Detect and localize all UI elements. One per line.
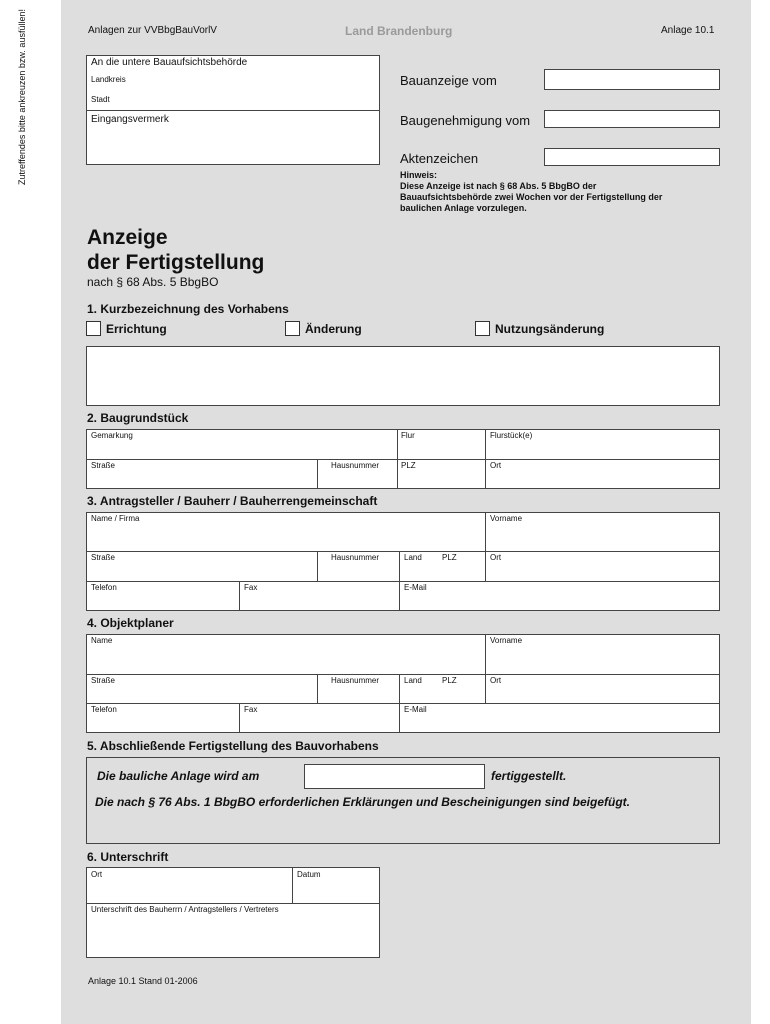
landkreis-label[interactable]: Landkreis <box>91 75 126 84</box>
s3-title: 3. Antragsteller / Bauherr / Bauherrengemeinschaft <box>87 494 378 508</box>
s2-col-divider <box>485 429 486 489</box>
unterschrift-field[interactable]: Unterschrift des Bauherrn / Antragstellers / Vertreters <box>91 905 279 914</box>
side-note: Zutreffendes bitte ankreuzen bzw. ausfüllen! <box>17 9 27 185</box>
footer: Anlage 10.1 Stand 01-2006 <box>88 976 198 986</box>
header-right: Anlage 10.1 <box>661 25 715 36</box>
baugenehmigung-label: Baugenehmigung vom <box>400 113 531 128</box>
s4-fax-field[interactable]: Fax <box>244 705 258 714</box>
s3-telefon-field[interactable]: Telefon <box>91 583 117 592</box>
s4-plz-field[interactable]: PLZ <box>442 676 457 685</box>
s4-hausnummer-field[interactable]: Hausnummer <box>331 676 380 685</box>
hinweis-line2: Bauaufsichtsbehörde zwei Wochen vor der Fertigstellung der <box>400 192 663 202</box>
aenderung-label: Änderung <box>305 322 362 336</box>
s4-land-field[interactable]: Land <box>404 676 422 685</box>
s6-datum-field[interactable]: Datum <box>297 870 321 879</box>
s3-row-divider <box>86 551 720 552</box>
title-line1: Anzeige <box>87 226 168 249</box>
plz-field[interactable]: PLZ <box>401 461 416 470</box>
s3-hausnummer-field[interactable]: Hausnummer <box>331 553 380 562</box>
s4-email-field[interactable]: E-Mail <box>404 705 427 714</box>
ort-field[interactable]: Ort <box>490 461 502 470</box>
page-title <box>87 225 264 275</box>
hinweis-block <box>400 170 662 214</box>
aktenzeichen-label: Aktenzeichen <box>400 151 479 166</box>
flurstueck-field[interactable]: Flurstück(e) <box>490 431 533 440</box>
s4-vorname-field[interactable]: Vorname <box>490 636 523 645</box>
s3-email-field[interactable]: E-Mail <box>404 583 427 592</box>
s2-col-divider <box>317 459 318 489</box>
fertigstellung-date-input[interactable] <box>304 764 485 789</box>
gemarkung-field[interactable]: Gemarkung <box>91 431 133 440</box>
bauanzeige-label: Bauanzeige vom <box>400 73 497 88</box>
s3-ort-field[interactable]: Ort <box>490 553 502 562</box>
errichtung-checkbox[interactable] <box>86 321 101 336</box>
hausnummer-field[interactable]: Hausnummer <box>331 461 380 470</box>
strasse-field[interactable]: Straße <box>91 461 116 470</box>
s4-telefon-field[interactable]: Telefon <box>91 705 117 714</box>
s3-name-field[interactable]: Name / Firma <box>91 514 140 523</box>
hinweis-line1: Diese Anzeige ist nach § 68 Abs. 5 BbgBO der <box>400 181 597 191</box>
s1-title: 1. Kurzbezeichnung des Vorhabens <box>87 302 289 316</box>
title-sub: nach § 68 Abs. 5 BbgBO <box>87 275 219 289</box>
s4-row-divider <box>86 703 720 704</box>
hinweis-title: Hinweis: <box>400 170 438 180</box>
s3-row-divider <box>86 581 720 582</box>
aktenzeichen-input[interactable] <box>544 148 720 166</box>
s6-row-divider <box>86 903 380 904</box>
nutzungsaenderung-label: Nutzungsänderung <box>495 322 605 336</box>
bauanzeige-input[interactable] <box>544 69 720 90</box>
s5-text2: fertiggestellt. <box>491 769 567 783</box>
s4-col-divider <box>317 674 318 703</box>
header-left: Anlagen zur VVBbgBauVorlV <box>88 25 217 36</box>
address-title: An die untere Bauaufsichtsbehörde <box>91 57 248 68</box>
s3-plz-field[interactable]: PLZ <box>442 553 457 562</box>
aenderung-checkbox[interactable] <box>285 321 300 336</box>
eingangsvermerk-label: Eingangsvermerk <box>91 114 169 125</box>
errichtung-label: Errichtung <box>106 322 167 336</box>
s2-row-divider <box>86 459 720 460</box>
title-line2: der Fertigstellung <box>87 251 265 274</box>
hinweis-line3: baulichen Anlage vorzulegen. <box>400 203 527 213</box>
s3-land-field[interactable]: Land <box>404 553 422 562</box>
s4-strasse-field[interactable]: Straße <box>91 676 116 685</box>
baugenehmigung-input[interactable] <box>544 110 720 128</box>
s4-row-divider <box>86 674 720 675</box>
stadt-label[interactable]: Stadt <box>91 95 110 104</box>
s3-col-divider <box>317 551 318 581</box>
s4-title: 4. Objektplaner <box>87 616 174 630</box>
s6-col-divider <box>292 867 293 903</box>
s4-ort-field[interactable]: Ort <box>490 676 502 685</box>
vorhaben-textarea[interactable] <box>86 346 720 406</box>
s6-ort-field[interactable]: Ort <box>91 870 103 879</box>
s3-strasse-field[interactable]: Straße <box>91 553 116 562</box>
s4-col-divider <box>485 634 486 703</box>
s3-vorname-field[interactable]: Vorname <box>490 514 523 523</box>
nutzungsaenderung-checkbox[interactable] <box>475 321 490 336</box>
s4-name-field[interactable]: Name <box>91 636 113 645</box>
s2-title: 2. Baugrundstück <box>87 411 189 425</box>
flur-field[interactable]: Flur <box>401 431 415 440</box>
s3-table <box>86 512 720 611</box>
s3-col-divider <box>485 512 486 581</box>
s5-text1: Die bauliche Anlage wird am <box>97 769 260 783</box>
address-divider <box>86 110 380 111</box>
s3-col-divider <box>399 551 400 611</box>
s5-text3: Die nach § 76 Abs. 1 BbgBO erforderlichen Erklärungen und Bescheinigungen sind beigefügt. <box>95 795 630 809</box>
s2-col-divider <box>397 429 398 489</box>
s4-table <box>86 634 720 733</box>
s4-col-divider <box>399 674 400 733</box>
s3-col-divider <box>239 581 240 611</box>
header-center: Land Brandenburg <box>345 24 453 38</box>
s4-col-divider <box>239 703 240 733</box>
s3-fax-field[interactable]: Fax <box>244 583 258 592</box>
s5-title: 5. Abschließende Fertigstellung des Bauvorhabens <box>87 739 379 753</box>
s6-title: 6. Unterschrift <box>87 850 169 864</box>
